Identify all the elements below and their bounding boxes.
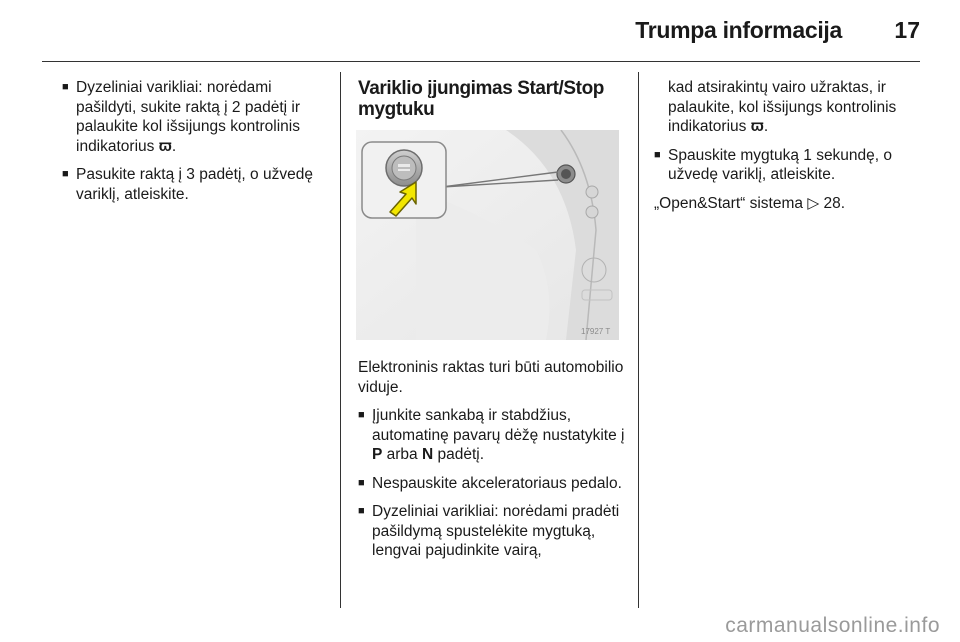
continuation-text: kad atsirakintų vairo užraktas, ir palaukite, kol išsijungs kontrolinis indikatorius [668, 79, 897, 135]
list-item-text: Dyzeliniai varikliai: norėdami pašildyti, sukite raktą į 2 padėtį ir palaukite kol išsijungs kontrolinis indikatorius [76, 79, 301, 155]
list-item-text: Įjunkite sankabą ir stabdžius, automatinę pavarų dėžę nustatykite į [372, 407, 625, 444]
start-stop-button-figure [356, 130, 619, 340]
page-number: 17 [894, 17, 920, 43]
gear-n-label: N [421, 446, 434, 463]
list-item-text: Pasukite raktą į 3 padėtį, o užvedę variklį, atleiskite. [76, 166, 313, 203]
cross-reference[interactable] [654, 194, 924, 214]
continuation-tail: . [763, 118, 769, 135]
column-1 [62, 78, 334, 213]
gear-p-label: P [372, 446, 383, 463]
section-title: Trumpa informacija [635, 17, 842, 43]
column-2 [358, 78, 626, 570]
section-heading: Variklio įjungimas Start/Stop mygtuku [358, 78, 605, 120]
list-item [62, 165, 334, 204]
list-item [654, 146, 924, 185]
list-item-tail: . [171, 137, 177, 155]
page-header [0, 0, 960, 62]
column-divider-2 [638, 72, 639, 608]
list-item-text: Dyzeliniai varikliai: norėdami pradėti pašildymą spustelėkite mygtuką, lengvai pajudinkite vairą, [372, 503, 620, 559]
list-item [62, 78, 334, 156]
dashboard-illustration [356, 130, 619, 340]
figure-code: 17927 T [581, 327, 611, 336]
paragraph: Elektroninis raktas turi būti automobilio viduje. [358, 359, 624, 396]
column-divider-1 [340, 72, 341, 608]
header-divider [42, 61, 920, 62]
list-item [358, 474, 626, 494]
list-item [358, 502, 626, 561]
glow-plug-icon: ϖ [750, 118, 764, 135]
column-3 [654, 78, 924, 222]
list-item-text: Nespauskite akceleratoriaus pedalo. [372, 474, 622, 492]
list-item-text: arba [382, 446, 422, 463]
reference-page: 28. [819, 194, 846, 212]
watermark: carmanualsonline.info [725, 614, 940, 637]
glow-plug-icon: ϖ [158, 137, 172, 155]
list-item-text: Spauskite mygtuką 1 sekundę, o užvedę variklį, atleiskite. [668, 146, 893, 183]
list-item-text: padėtį. [433, 446, 485, 463]
continued-text [654, 78, 924, 137]
reference-text: „Open&Start“ sistema [654, 194, 808, 212]
arrow-icon: ▷ [807, 194, 820, 212]
list-item [358, 406, 626, 465]
